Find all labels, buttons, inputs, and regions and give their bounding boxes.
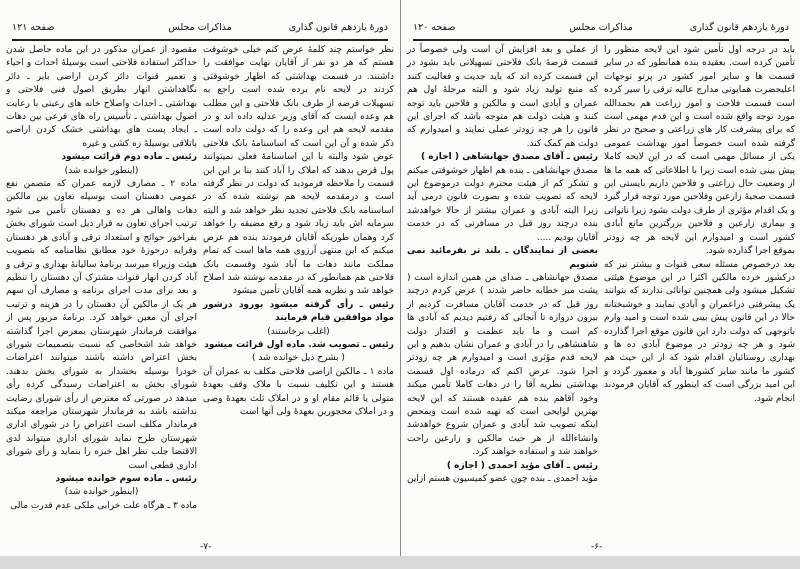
header-page-number: صفحه ۱۲۰: [413, 22, 456, 33]
header-page-number: صفحه ۱۲۱: [12, 22, 55, 33]
header-title: مذاکرات مجلس: [168, 22, 232, 33]
header-term: دورهٔ یازدهم قانون گذاری: [288, 22, 388, 33]
speaker-paragraph: رئیس ـ آقای مصدق جهانشاهی ( اجازه ): [421, 152, 598, 163]
stage-note: (اغلب برخاستند): [267, 326, 330, 337]
page-header: [413, 22, 789, 38]
stage-note: ( بشرح ذیل خوانده شد ): [252, 353, 345, 364]
page-header: [12, 22, 388, 38]
speaker-paragraph: بعضی از نمایندگان ـ بلند تر بفرمائید نمی شنویم: [407, 246, 598, 270]
left-page: [0, 0, 400, 556]
paragraph: مقصود از عمران مذکور در این ماده حاصل شدن حداکثر استفاده فلاحتی است بوسیلهٔ احداث و احیاء و تعمیر قنوات دائر کردن اراضی بایر ـ دائر نگاهداشتن انهار بطریق اصول فنی فلاحتی و بهداشتی ـ احداث واصلاح خانه های رعیتی با رعایت اصول بهداشتی ـ تأسیس راه های فرعی بین دهات ـ ایجاد پست های بهداشتی خشک کردن اراضی باتلاقی بوسیلهٔ زه کشی و غیره: [6, 45, 197, 149]
speaker-paragraph: رئیس ـ ماده دوم قرائت میشود: [61, 152, 197, 163]
paragraph: مصدق جهانشاهی ـ صدای من همین اندازه است ( پشت میز خطابه حاضر شدند ) عرض کردم درچند روز قبل که در خدمت آقایان مسافرت کردیم از بیرون دروازه تا آنجائی که رفتیم دیدیم که آبادی ها کم است و ما باید عظمت و اقتدار دولت شاهنشاهی را در آبادی و عمران نشان بدهیم و این لایحه قدم مؤثری است و امیدوارم هر چه زودتر اجرا شود. عرض اکنم که درماده اول قسمت بهداشتی نظریه آقا را در دهات کاملا تأمین میکند وخود آقاهم بنده هم عقیده هستند که این لایحه بهترین لوایحی است که تهیه شده است وبمحض اینکه تصویب شد آبادی و عمران شروع خواهدشد وانشاءالله از هر حیث مالکین و زارعین راحت خواهند شد و استفاده خواهند کرد.: [407, 272, 598, 458]
stage-note: (اینطور خوانده شد): [64, 165, 139, 176]
paragraph: مصدق جهانشاهی ـ بنده هم اظهار خوشوقتی میکنم و تشکر کم از هیئت محترم دولت درموضوع این لایحه که تصویب شده و بصورت قانون درمی آید زیرا البته آبادی و عمران بیشتر از حالا خواهدشد بنده درچند روز قبل در مسافرتی که در خدمت آقایان بودیم .....: [407, 165, 598, 243]
speaker-paragraph: رئیس ـ رأی گرفته میشود بورود درشور مواد موافقین قیام فرمایند: [203, 299, 394, 324]
text-column-left: [407, 44, 598, 486]
header-term: دورهٔ یازدهم قانون گذاری: [689, 22, 789, 33]
header-rule: [12, 39, 388, 41]
text-column-left: [6, 44, 197, 513]
text-column-right: [604, 44, 795, 406]
text-column-right: [203, 44, 394, 419]
header-rule: [413, 39, 789, 41]
header-title: مذاکرات مجلس: [569, 22, 633, 33]
paragraph: از عملی و بعد افزایش آن است ولی خصوصاً در قسمت قرضهٔ بانک فلاحتی تسهیلاتی باید بشود در این قسمت کرده اند که باید جدیت و فعالیت کنند که منبع تولید زیاد شود و البته مرحلهٔ اول هم عمران و آبادی است و مالکین و فلاحین باید توجه کنند و هیئت دولت هم متوجه باشد که اجرای این قانون را هر چه زودتر عملی نمایند و امیدوارم که دولت هم کمک کند.: [407, 45, 598, 149]
stage-note: (اینطور خوانده شد): [64, 487, 139, 498]
paragraph: مؤید احمدی ـ بنده چون عضو کمیسیون هستم ازاین: [407, 474, 598, 484]
page-footer-number: -۷-: [200, 542, 212, 552]
page-footer-number: -۶-: [591, 542, 603, 552]
speaker-paragraph: رئیس ـ تصویب شد. ماده اول قرائت میشود: [204, 339, 394, 350]
right-page: [400, 0, 800, 556]
speaker-paragraph: رئیس ـ آقای مؤید احمدی ( اجازه ): [446, 460, 598, 471]
paragraph: باید در درجه اول تأمین شود این لایحه منظور را تأمین کرده است. بعقیده بنده همانطور که در سایر قسمت ها و سایر امور کشور در پرتو توجهات اعلیحضرت همایونی مدارج عالیه ترقی را سیر کرده است قسمت فلاحت و امور زراعت هم بحمدالله مورد توجه واقع شده است و این قدم مهمی است که برای پیشرفت کار های زراعتی و صحیح در نظر گرفته شده است خصوصاً امور بهداشت عمومی یکی از مسائل مهمی است که در این لایحه کاملا پیش بینی شده است زیرا با اطلاعاتی که همه ما ها از وضعیت حال زراعتی و فلاحین داریم بایستی این قسمت صحیهٔ زارعین وفلاحین مورد توجه قرار گیرد و یک اقدام مؤثری از طرف دولت بشود زیرا ناتوانی و بیماری زارعین و فلاحین بزرگترین مانع آبادی کشور است و امیدوارم این لایحه هر چه زودتر بموقع اجرا گذارده شود.: [604, 45, 795, 257]
paragraph: ماده ۱ ـ مالکین اراضی فلاحتی مکلف به عمران آن هستند و این تکلیف نسبت با ملاک وقف بعهدهٔ متولی یا قائم مقام او و در املاک ثلث بعهدهٔ وصی و در املاک محجورین بعهدهٔ ولی آنها است: [203, 366, 394, 417]
speaker-paragraph: رئیس ـ ماده سوم خوانده میشود: [55, 474, 197, 484]
paragraph: ماده ۳ ـ هرگاه علت خرابی ملکی عدم قدرت مالی: [10, 500, 197, 511]
paragraph: نظر خواستم چند کلمهٔ عرض کنم خیلی خوشوقت هستم که هر دو نفر از آقایان نهایت موافقت را داشتند. در قسمت بهداشتی که اظهار خوشوقتی کردند در لایحه نام برده شده است راجع به تسهیلات قرضه از طرف بانک فلاحتی و این مطلب هم وعده ایست که آقای وزیر عدلیه داده اند و در مقدمه لایحه هم این وعده را که دولت داده است ذکر شده و آن این است که اساسنامهٔ بانک فلاحتی عوض شود والبته با این اساسنامهٔ فعلی نمیتوانند پول قرض بدهند که املاک را آباد کنند بنا بر این این قسمت را ملاحظه فرمودید که دولت در نظر گرفته است و درمقدمه لایحه هم نوشته شده که در اساسنامه بانک فلاحتی تجدید نظر خواهد شد و البته سرمایه اش باید زیاد شود و رفع مضیقه را خواهد کرد وهمان طوریکه آقایان فرمودند بنده هم عرض میکنم که این منتهی آرزوی همه ماها است که تمام مملکت مانند دهات ما آباد شود وقسمت بانک فلاحتی هم همانطور که در مقدمه نوشته شد اصلاح خواهد شد و نظریه همه آقایان تأمین میشود: [203, 45, 394, 297]
paragraph: ماده ۲ ـ مصارف لازمه عمران که متضمن نفع عمومی دهستان است بوسیله تعاون بین مالکین دهات واهالی هر ده و دهستان تأمین می شود ترتیب اجرای تعاون به قرار ذیل است شورای بخش بفراخور حوائج و استعداد ترقی و آبادی هر دهستان وقرایه درحوزهٔ خود مطابق نظامنامه که بتصویب هیئت وزیراء میرسد برنامهٔ سالیانهٔ بهداری و ترقی و آباد کردن انهار قنوات مشترک آن دهستان را تنظیم و بعد برای مدت اجرای برنامه و مصارف آن سهم هر یک از مالکین آن دهستان را در هزینه و ترتیب اجرای آن معین خواهد کرد. برنامهٔ مزبور پس از موافقت فرماندار شهرستان بمعرض اجرا گذاشته خواهد شد اشخاصی که نسبت بتصمیمات شورای بخش اعتراض داشته باشند میتوانند اعتراضات خودرا بوسیله بخشدار به شورای بخش بدهند. شورای بخش به اعتراضات رسیدگی کرده رأی میدهد در صورتی که معترض از رأی شورای رضایت نداشته باشد به فرماندار شهرستان مراجعه میکند فرماندار مکلف است اعتراض را در شورای اداری شهرستان طرح نماید شورای اداری میتواند لدی الاقتضا جلب نظر اهل خبره را بنماید و رأی شورای اداری قطعی است: [6, 179, 197, 471]
paragraph: بعد درخصوص مسئله سعی قنوات و بیشتر نیز که درکشور خرده مالکین اکثرا در این موضوع هیئتی تشکیل میشود ولی همچنین توانائی ندارند که بتوانند یک پیشرفتی دراعمران و آبادی نمایند و خوشبختانه حالا در این قانون پیش بینی شده است و امید وارم باتوجهی که دولت دارد این قانون موقع اجرا گذارده شود و هر چه زودتر در موضوع آبادی ده ها و بهداری روستائیان اقدام شود که از این حیث هم کشور ما مانند سایر کشورها آباد و معمور گردد و این امید بزرگی است که اینطور که آقایان فرمودند انجام شود.: [604, 259, 795, 404]
